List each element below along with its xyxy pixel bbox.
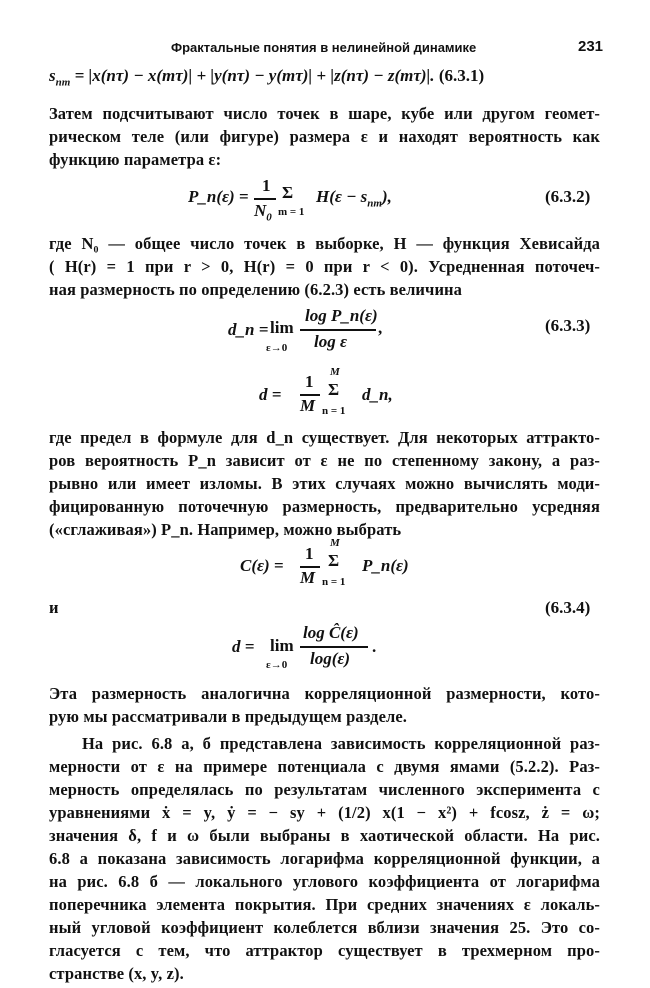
para5-line10: гласуется с тем, что аттрактор существует в трехмерном про-	[49, 941, 600, 960]
para1-line2: рическом теле (или фигуре) размера ε и находят вероятность как	[49, 127, 600, 146]
eq-6-3-2-lhs: P_n(ε) =	[188, 187, 249, 206]
eq-c-sum: Σ	[328, 551, 340, 570]
para2-line2: ( H(r) = 1 при r > 0, H(r) = 0 при r < 0). Усредненная поточеч-	[49, 257, 600, 276]
para1-line3: функцию параметра ε:	[49, 150, 222, 169]
eq-d-den: M	[300, 396, 316, 415]
eq-d-lower: n = 1	[322, 405, 346, 417]
equation-6-3-1	[49, 66, 484, 88]
eq-c-body: P_n(ε)	[362, 556, 409, 575]
eq-6-3-2-frac-num: 1	[262, 176, 271, 195]
para2-line3: ная размерность по определению (6.2.3) есть величина	[49, 280, 463, 299]
eq-6-3-3-lhs: d_n =	[228, 320, 269, 339]
eq-6-3-2-body: $H(\varepsilon - s_{nm})$,	[316, 187, 392, 210]
para2-line1: где N₀ — общее число точек в выборке, H — функция Хевисайда	[49, 234, 600, 253]
eq-6-3-2-sum: Σ	[282, 183, 294, 202]
para5-line6: 6.8 а показана зависимость логарифма корреляционной функции, а	[49, 849, 600, 868]
eq-d-upper: M	[330, 366, 340, 378]
eq-6-3-2-sum-lower: m = 1	[278, 206, 305, 218]
eq-c-upper: M	[330, 537, 340, 549]
eq-d-sum: Σ	[328, 380, 340, 399]
eq-6-3-3-num: log P_n(ε)	[305, 306, 378, 325]
para3-line5: («сглаживая») P_n. Например, можно выбрать	[49, 520, 402, 539]
para5-line5: значения δ, f и ω были выбраны в хаотической области. На рис.	[49, 826, 600, 845]
eq-6-3-1-number: (6.3.1)	[438, 66, 485, 85]
eq-6-3-3-lim: lim	[270, 318, 294, 337]
eq-c-lhs: C(ε) =	[240, 556, 284, 575]
eq-c-num: 1	[305, 544, 314, 563]
eq-6-3-4-number: (6.3.4)	[545, 598, 591, 617]
eq-6-3-3-lim-sub: ε→0	[266, 342, 288, 354]
eq-6-3-3-tail: ,	[378, 318, 383, 337]
para3-line3: рывно или имеет изломы. В этих случаях можно вычислять моди-	[49, 474, 600, 493]
eq-6-3-2-frac-bar	[254, 198, 276, 200]
para4-line2: рую мы рассматривали в предыдущем разделе.	[49, 707, 407, 726]
eq-c-lower: n = 1	[322, 576, 346, 588]
eq-d-lhs: d =	[259, 385, 282, 404]
eq-6-3-3-den: log ε	[314, 332, 347, 351]
para4-line1: Эта размерность аналогична корреляционной размерности, кото-	[49, 684, 600, 703]
para5-line8: поперечника элемента покрытия. При средних значениях ε локаль-	[49, 895, 600, 914]
para5-line7: на рис. 6.8 б — локального углового коэффициента от логарифма	[49, 872, 600, 891]
eq-6-3-1-lhs: s	[49, 66, 56, 85]
para1-line1: Затем подсчитывают число точек в шаре, кубе или другом геомет-	[49, 104, 600, 123]
para5-line2: мерности от ε на примере потенциала с двумя ямами (5.2.2). Раз-	[49, 757, 600, 776]
para5-line9: ный угловой коэффициент колеблется вблизи значения 25. Это со-	[49, 918, 600, 937]
para3-line4: фицированную поточечную размерность, предварительно усредняя	[49, 497, 600, 516]
eq-6-3-2-frac-den: $N_0$	[254, 201, 272, 224]
para5-line1: На рис. 6.8 а, б представлена зависимость корреляционной раз-	[82, 734, 600, 753]
eq-d2-tail: .	[372, 637, 377, 656]
eq-d2-lim: lim	[270, 636, 294, 655]
eq-d2-lim-sub: ε→0	[266, 659, 288, 671]
and-word: и	[49, 598, 59, 617]
eq-d-body: d_n,	[362, 385, 393, 404]
para5-line11: странстве (x, y, z).	[49, 964, 184, 983]
eq-d2-frac-bar	[300, 646, 368, 648]
running-title: Фрактальные понятия в нелинейной динамике	[171, 40, 477, 55]
eq-6-3-2-number: (6.3.2)	[545, 187, 591, 206]
para3-line2: ров вероятность P_n зависит от ε не по степенному закону, а раз-	[49, 451, 600, 470]
eq-d2-num: log Ĉ(ε)	[303, 623, 359, 642]
para5-line4: уравнениями ẋ = y, ẏ = − sy + (1/2) x(1 − x²) + fcosz, ż = ω;	[49, 803, 600, 822]
eq-6-3-1-rhs: = |x(nτ) − x(mτ)| + |y(nτ) − y(mτ)| + |z(nτ) − z(mτ)|.	[74, 66, 435, 85]
eq-d-num: 1	[305, 372, 314, 391]
eq-6-3-1-lhs-sub: nm	[55, 76, 71, 89]
eq-6-3-3-number: (6.3.3)	[545, 316, 591, 335]
para3-line1: где предел в формуле для d_n существует. Для некоторых аттракто-	[49, 428, 600, 447]
eq-d2-lhs: d =	[232, 637, 255, 656]
eq-d2-den: log(ε)	[310, 649, 351, 668]
para5-line3: мерность определялась по результатам численного эксперимента с	[49, 780, 600, 799]
page-number: 231	[578, 38, 604, 55]
eq-6-3-3-frac-bar	[300, 329, 376, 331]
eq-c-den: M	[300, 568, 316, 587]
